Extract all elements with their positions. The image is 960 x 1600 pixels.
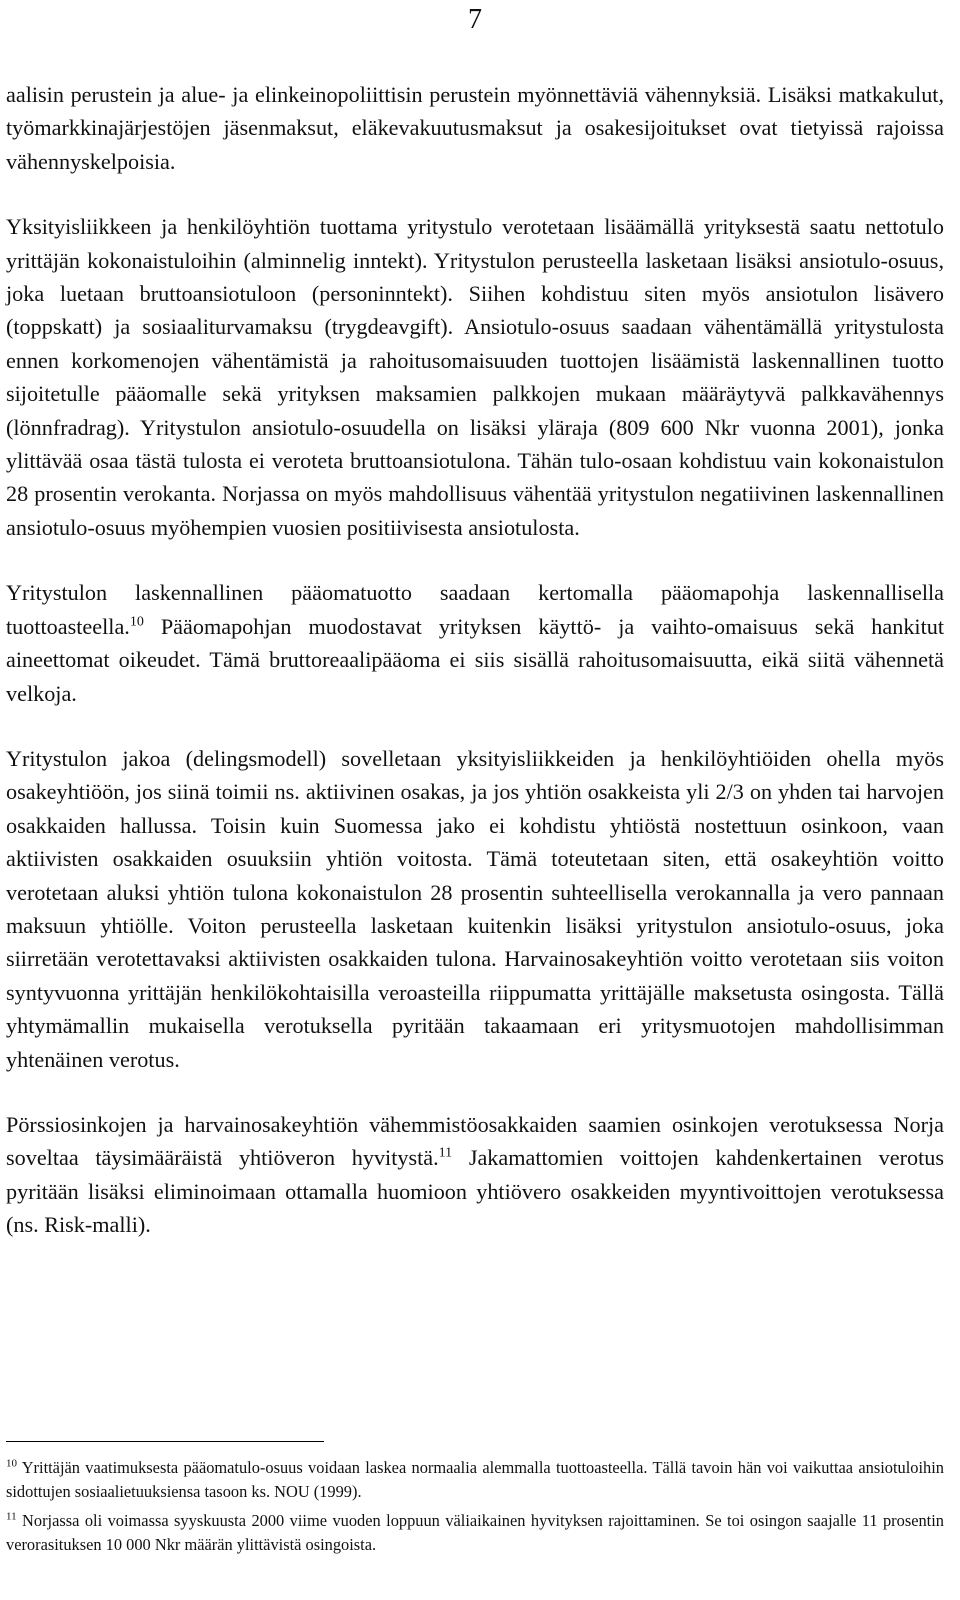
footnote-reference[interactable]: 10 [129, 614, 144, 630]
paragraph-text: Yritystulon jakoa (delingsmodell) sovelletaan yksityisliikkeiden ja henkilöyhtiöiden ohella myös osakeyhtiöön, jos siinä toimii ns. aktiivinen osakas, ja jos yhtiön osakkeista yli 2/3 on yhden tai harvojen osakkaiden hallussa. Toisin kuin Suomessa jako ei kohdistu yhtiöstä nostettuun osinkoon, vaan aktiivisten osakkaiden osuuksiin yhtiön voitosta. Tämä toteutetaan siten, että osakeyhtiön voitto verotetaan aluksi yhtiön tulona kokonaistulon 28 prosentin suhteellisella verokannalla ja vero pannaan maksuun yhtiölle. Voiton perusteella lasketaan kuitenkin lisäksi yritystulon ansiotulo-osuus, joka siirretään verotettavaksi aktiivisten osakkaiden tulona. Harvainosakeyhtiön voitto verotetaan siis voiton syntyvuonna yrittäjän henkilökohtaisilla veroasteilla riippumatta yrittäjälle maksetusta osingosta. Tällä yhtymämallin mukaisella verotuksella pyritään takaamaan eri yritysmuotojen mahdollisimman yhtenäinen verotus. [6, 745, 944, 1072]
footnote-text: Norjassa oli voimassa syyskuusta 2000 viime vuoden loppuun väliaikainen hyvityksen rajoittaminen. Se toi osingon saajalle 11 prosentin verorasituksen 10 000 Nkr määrän ylittävistä osingoista. [6, 1511, 944, 1554]
footnote-number: 10 [6, 1457, 17, 1470]
footnote-reference[interactable]: 11 [438, 1145, 453, 1161]
paragraph-text: Jakamattomien voittojen kahdenkertainen verotus pyritään lisäksi eliminoimaan ottamalla huomioon yhtiövero osakkeiden myyntivoittojen verotuksessa (ns. Risk-malli). [6, 1145, 944, 1238]
paragraph-text: aalisin perustein ja alue- ja elinkeinopoliittisin perustein myönnettäviä vähennyksiä. Lisäksi matkakulut, työmarkkinajärjestöjen jäsenmaksut, eläkevakuutusmaksut ja osakesijoitukset ovat tietyissä rajoissa vähennyskelpoisia. [6, 82, 944, 174]
footnote-divider [6, 1441, 324, 1442]
footnote-text: Yrittäjän vaatimuksesta pääomatulo-osuus voidaan laskea normaalia alemmalla tuottoasteella. Tällä tavoin hän voi vaikuttaa ansiotuloihin sidottujen sosiaalietuuksiensa tasoon ks. NOU (1999). [6, 1458, 944, 1501]
paragraph-text: Yksityisliikkeen ja henkilöyhtiön tuottama yritystulo verotetaan lisäämällä yrityksestä saatu nettotulo yrittäjän kokonaistuloihin (alminnelig inntekt). Yritystulon perusteella lasketaan lisäksi ansiotulo-osuus, joka luetaan bruttoansiotuloon (personinntekt). Siihen kohdistuu siten myös ansiotulon lisävero (toppskatt) ja sosiaaliturvamaksu (trygdeavgift). Ansiotulo-osuus saadaan vähentämällä yritystulosta ennen korkomenojen vähentämistä ja rahoitusomaisuuden tuottojen lisäämistä laskennallinen tuotto sijoitetulle pääomalle sekä yrityksen maksamien palkkojen mukaan määräytyvä palkkavähennys (lönnfradrag). Yritystulon ansiotulo-osuudella on lisäksi yläraja (809 600 Nkr vuonna 2001), jonka ylittävää osaa tästä tulosta ei veroteta bruttoansiotulona. Tähän tulo-osaan kohdistuu vain kokonaistulon 28 prosentin verokanta. Norjassa on myös mahdollisuus vähentää yritystulon negatiivinen laskennallinen ansiotulo-osuus myöhempien vuosien positiivisesta ansiotulosta. [6, 214, 944, 540]
paragraph-text: Pörssiosinkojen ja harvainosakeyhtiön vähemmistöosakkaiden saamien osinkojen verotuksessa Norja soveltaa täysimääräistä yhtiöveron hyvitystä. [6, 1111, 944, 1171]
paragraph [6, 742, 944, 1076]
paragraph [6, 576, 944, 710]
footnote [6, 1509, 944, 1557]
paragraph-text: Yritystulon laskennallinen pääomatuotto saadaan kertomalla pääomapohja laskennallisella tuottoasteella. [6, 580, 944, 639]
paragraph [6, 1108, 944, 1242]
page-number: 7 [468, 4, 482, 35]
footnote-number: 11 [6, 1510, 17, 1523]
paragraph [6, 78, 944, 178]
footnotes [6, 1456, 944, 1562]
paragraph-text: Pääomapohjan muodostavat yrityksen käyttö- ja vaihto-omaisuus sekä hankitut aineettomat oikeudet. Tämä bruttoreaalipääoma ei siis sisällä rahoitusomaisuutta, eikä siitä vähennetä velkoja. [6, 613, 944, 706]
paragraph [6, 210, 944, 544]
footnote [6, 1456, 944, 1504]
body-text [6, 78, 944, 1242]
